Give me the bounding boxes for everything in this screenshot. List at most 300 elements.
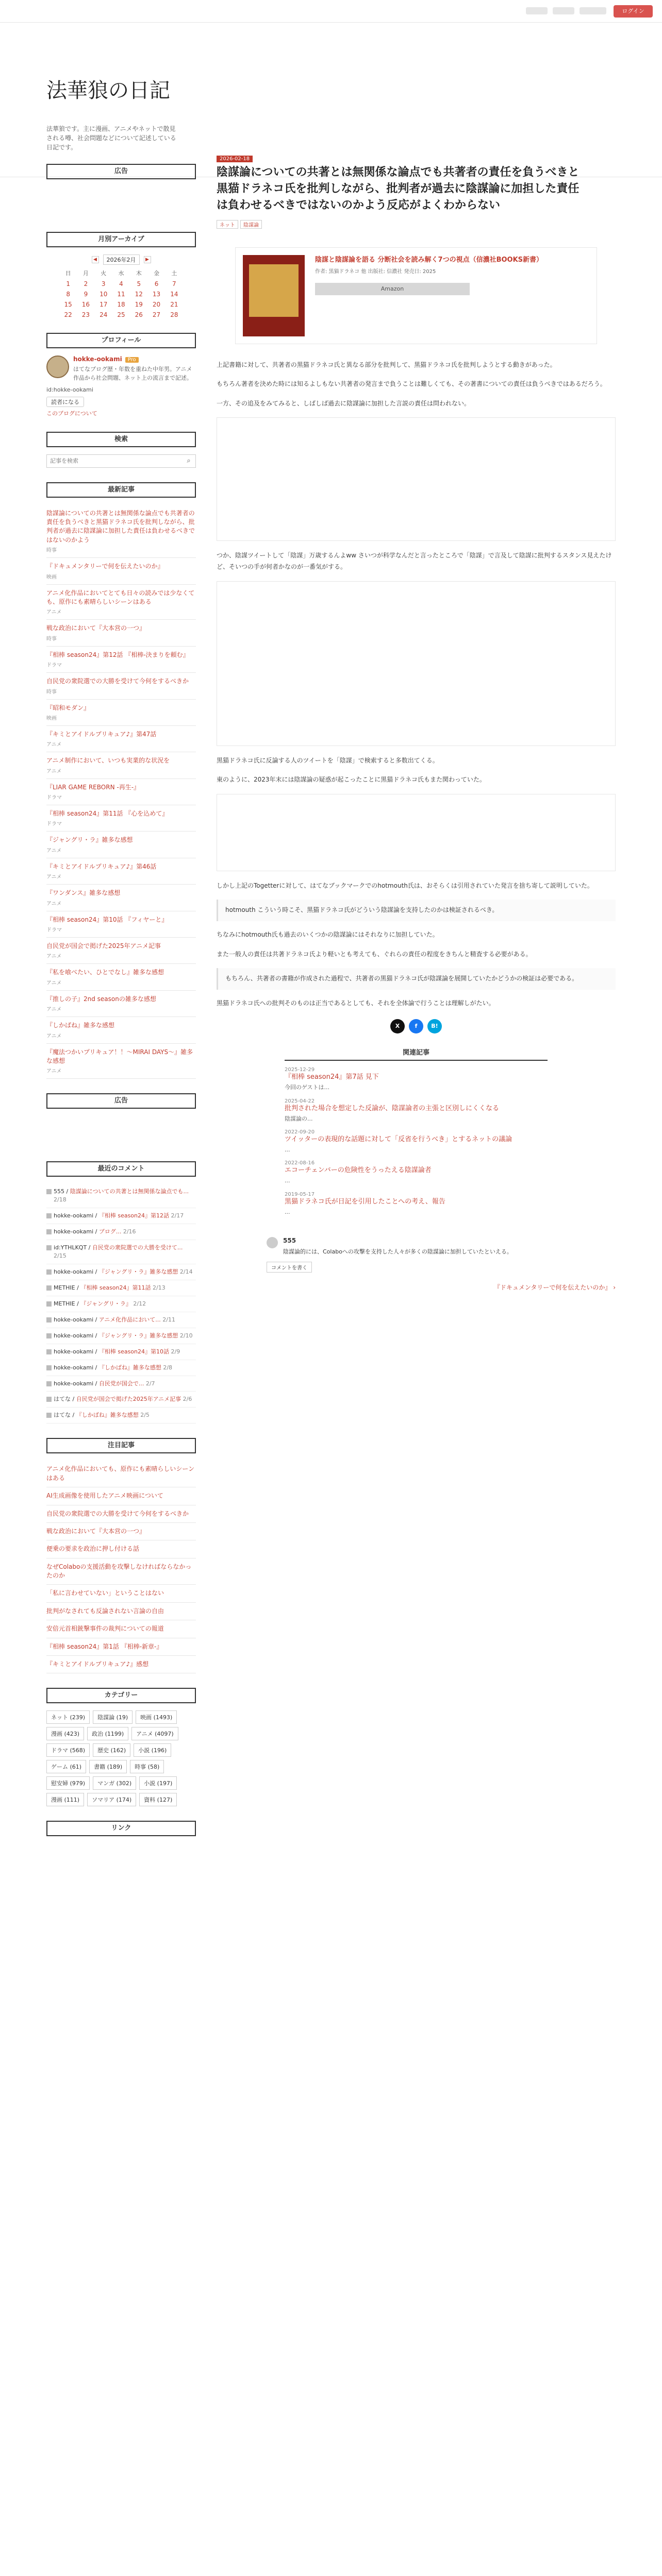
recent-entry-link[interactable]: アニメ制作において、いつも実業的な状況を [46,757,170,765]
calendar-day[interactable]: 21 [170,301,178,308]
list-item [46,700,196,726]
login-button[interactable]: ログイン [614,5,653,18]
calendar-day[interactable]: 16 [81,301,90,308]
calendar-day[interactable]: 8 [66,291,70,298]
list-item [46,1505,196,1523]
paragraph: また一般人の責任は共著ドラネコ氏より軽いとも考えても、ぐれらの責任の程度をきちんと精査する必要がある。 [217,950,532,958]
module-title: プロフィール [46,333,196,348]
comment-date: 2/6 [183,1396,192,1403]
comment-item [46,1312,196,1328]
comment-user[interactable]: hokke-ookami [54,1212,94,1219]
header-nav-placeholder[interactable] [526,7,548,14]
recent-entry-link[interactable]: 陰謀論についての共著とは無関係な論点でも共著者の責任を負うべきと黒猫ドラネコ氏を批判しながら、批判者が過去に陰謀論に加担した責任は負わせるべきではないのかよう [46,509,195,544]
category-tag[interactable]: ゲーム (61) [46,1760,86,1773]
recent-entry-link[interactable]: 自民党の衆院選での大勝を受けて今何をするべきか [46,677,189,685]
user-avatar-icon [46,1285,52,1291]
entry-category[interactable]: ネット [217,220,238,229]
recent-entry-link[interactable]: 『推しの子』2nd seasonの雑多な感想 [46,995,156,1003]
comment-item [46,1360,196,1376]
category-tag[interactable]: 時事 (58) [130,1760,164,1773]
recent-entry-category[interactable]: アニメ [46,980,62,986]
comment-date: 2/5 [140,1412,150,1419]
product-meta: 作者: 黒猫ドラネコ 他 出版社: 信濃社 発売日: 2025 [315,269,436,275]
header-nav-placeholder[interactable] [553,7,574,14]
comment-user[interactable]: はてな [54,1396,71,1403]
notice-entry-link[interactable]: なぜColaboの支援活動を攻撃しなければならなかったのか [46,1563,192,1580]
calendar-day[interactable]: 12 [135,291,143,298]
list-item [46,1487,196,1505]
paragraph: 東のように、2023年末には陰謀論の疑惑が起こったことに黒猫ドラネコ氏もまた関わっていた。 [217,776,486,784]
paragraph: 一方、その追及をみてみると、しばしば過去に陰謀論に加担した言説の責任は問われない。 [217,399,471,407]
category-tag[interactable]: 映画 (1493) [136,1710,177,1724]
recent-entry-category[interactable]: 時事 [46,548,57,554]
related-link[interactable]: ツイッターの表現的な話題に対して「反省を行うべき」とするネットの議論 [285,1136,512,1144]
pager [217,1283,616,1292]
book-cover-image[interactable] [243,255,305,336]
comment-entry-link[interactable]: 『相棒 season24』第12話 [98,1212,170,1219]
list-item [46,752,196,778]
comment-user[interactable]: hokke-ookami [54,1348,94,1355]
blog-title[interactable]: 法華狼の日記 [46,79,170,103]
module-title: 月別アーカイブ [46,232,196,247]
comment-text: 陰謀論的には、Colaboへの攻撃を支持した人々が多くの陰謀論に加担していたといえる。 [283,1248,512,1256]
comment-date: 2/16 [123,1228,136,1235]
main-content [217,155,616,1292]
category-tag[interactable]: 書籍 (189) [89,1760,127,1773]
module-title: カテゴリー [46,1688,196,1703]
comment-entry-link[interactable]: 『しかばね』雑多な感想 [98,1364,161,1371]
comment-body: hokke-ookami / 自民党が国会で... 2/7 [54,1380,155,1387]
calendar-day[interactable]: 1 [66,280,70,287]
category-tag[interactable]: 陰謀論 (19) [93,1710,133,1724]
entry-date[interactable]: 2026-02-18 [217,156,253,162]
comment-user[interactable]: METHIE [54,1300,75,1307]
category-tag[interactable]: ネット (239) [46,1710,90,1724]
recent-entry-link[interactable]: アニメ化作品においてとても日々の読みでは少なくても、原作にも素晴らしいシーンはある [46,589,195,605]
related-date: 2025-04-22 [285,1098,315,1104]
amazon-button[interactable]: Amazon [315,283,470,295]
recent-entry-link[interactable]: 『ジャングリ・ラ』雑多な感想 [46,836,133,844]
comment-user[interactable]: hokke-ookami [54,1364,94,1371]
paragraph: 黒猫ドラネコ氏への批判そのものは正当であるとしても、それを全体論で行うことは理解しがたい。 [217,999,495,1007]
notice-entry-link[interactable]: 『キミとアイドルプリキュア♪』感想 [46,1660,149,1668]
calendar-day[interactable]: 17 [100,301,108,308]
related-excerpt: ... [285,1208,290,1215]
comment-body: hokke-ookami / 『相棒 season24』第10話 2/9 [54,1348,180,1355]
recent-entry-category[interactable]: 時事 [46,636,57,642]
comment-user[interactable]: id:YTHLKQT [54,1244,87,1251]
list-item [46,1461,196,1487]
recent-entry-category[interactable]: アニメ [46,1033,62,1039]
calendar-dow: 月 [82,270,89,277]
calendar-day[interactable]: 25 [117,311,125,318]
list-item [46,558,196,584]
product-title[interactable]: 陰謀と陰謀論を語る 分断社会を読み解く7つの視点（信濃社BOOKS新書） [315,256,543,264]
comment-entry-link[interactable]: 自民党が国会で掲げた2025年アニメ記事 [76,1396,181,1403]
user-avatar-icon [46,1301,52,1307]
embedded-tweet[interactable] [217,581,616,746]
user-avatar-icon [46,1189,52,1194]
user-avatar-icon[interactable] [267,1237,278,1248]
comment-date: 2/11 [162,1316,175,1323]
calendar-day[interactable]: 13 [152,291,161,298]
entry-title[interactable]: 陰謀論についての共著とは無関係な論点でも共著者の責任を負うべきと黒猫ドラネコ氏を批判しながら、批判者が過去に陰謀論に加担した責任は負わせるべきではないのかよう反応がよくわからない [217,166,580,212]
notice-entry-link[interactable]: 自民党の衆院選での大勝を受けて今何をするべきか [46,1510,189,1517]
user-avatar-icon [46,1413,52,1418]
list-item [46,1603,196,1620]
comment-item [46,1240,196,1264]
comment-body: hokke-ookami / アニメ化作品において... 2/11 [54,1316,175,1323]
list-item [46,726,196,752]
notice-entry-link[interactable]: 便乗の要求を政治に押し付ける話 [46,1545,140,1553]
recent-entry-category[interactable]: ドラマ [46,821,62,827]
list-item [46,1558,196,1585]
comment-user[interactable]: hokke-ookami [54,1380,94,1387]
category-tag[interactable]: マンガ (302) [93,1776,136,1790]
comment-date: 2/10 [179,1332,193,1339]
comment-item [46,1296,196,1312]
calendar-prev-button[interactable]: ◀ [92,256,99,263]
category-tag[interactable]: 漫画 (111) [46,1793,84,1806]
related-date: 2019-05-17 [285,1191,315,1197]
comment-entry-link[interactable]: 『相棒 season24』第11話 [80,1284,151,1291]
recent-entry-link[interactable]: 『しかばね』雑多な感想 [46,1022,115,1029]
comment-user[interactable]: hokke-ookami [54,1228,94,1235]
comment-entry-link[interactable]: ブログ... [98,1228,122,1235]
comment-author[interactable]: 555 [283,1237,296,1245]
calendar-day[interactable]: 28 [170,311,178,318]
comment-user[interactable]: 555 [54,1188,64,1195]
calendar-dow: 水 [118,270,124,277]
sidebar-recent-module [46,482,196,1079]
list-item [46,1017,196,1043]
about-link[interactable]: このブログについて [46,410,97,417]
notice-entry-link[interactable]: 「私に言わせていない」ということはない [46,1589,164,1597]
recent-entry-category[interactable]: アニメ [46,1069,62,1075]
category-tag[interactable]: 漫画 (423) [46,1727,84,1740]
user-avatar-icon [46,1349,52,1354]
user-avatar-icon [46,1229,52,1234]
comment-user[interactable]: hokke-ookami [54,1316,94,1323]
list-item [46,673,196,699]
related-date: 2022-09-20 [285,1129,315,1136]
comment-user[interactable]: はてな [54,1412,71,1419]
sidebar-search-module [46,432,196,468]
global-header [0,0,662,23]
related-list [217,1067,616,1216]
calendar-day[interactable]: 27 [152,311,161,318]
list-item [46,805,196,832]
embedded-card[interactable] [217,794,616,871]
sidebar-profile-module [46,333,196,417]
notice-entry-link[interactable]: 安倍元首相銃撃事件の裁判についての報道 [46,1625,164,1633]
header-nav-placeholder[interactable] [580,7,606,14]
category-tag[interactable]: 政治 (1199) [87,1727,128,1740]
calendar-day[interactable]: 14 [170,291,178,298]
calendar-day[interactable]: 22 [64,311,72,318]
list-item [46,991,196,1017]
related-item [285,1192,548,1216]
sidebar-comments-module [46,1161,196,1423]
paragraph: 上記書籍に対して、共著者の黒猫ドラネコ氏と異なる部分を批判して、黒猫ドラネコ氏を批判しようとする動きがあった。 [217,361,556,368]
sidebar-ad-module [46,164,196,217]
calendar-day[interactable]: 6 [154,280,159,287]
recent-entry-category[interactable]: アニメ [46,954,62,960]
recent-entry-link[interactable]: 戦な政治において『大本営の一つ』 [46,624,146,632]
list-item [46,885,196,911]
recent-entry-link[interactable]: 『相棒 season24』第10話 『フィヤーと』 [46,916,168,923]
blog-header [0,23,662,177]
search-icon[interactable]: ⌕ [187,456,191,465]
profile-name[interactable]: hokke-ookami [73,355,122,363]
recent-entry-link[interactable]: 『相棒 season24』第11話 『心を込めて』 [46,810,169,818]
next-entry-link[interactable]: 『ドキュメンタリーで何を伝えたいのか』 › [493,1283,616,1291]
category-tag[interactable]: ドラマ (568) [46,1743,90,1757]
ad-slot[interactable] [46,187,196,217]
comment-body: hokke-ookami / 『しかばね』雑多な感想 2/8 [54,1364,173,1371]
category-tag[interactable]: 慰安婦 (979) [46,1776,90,1790]
category-tag[interactable]: 歴史 (162) [93,1743,130,1757]
notice-entry-link[interactable]: アニメ化作品においても、原作にも素晴らしいシーンはある [46,1465,195,1482]
entry-category[interactable]: 陰謀論 [240,220,262,229]
search-form [46,454,196,468]
comment-date: 2/15 [54,1252,67,1260]
comment-entry-link[interactable]: 陰謀論についての共著とは無関係な論点でも... [70,1188,189,1195]
calendar-dow: 木 [136,270,142,277]
paragraph: つか、陰謀ツイートして「陰謀」万歳するんよww さいつが科学なんだと言ったところで「陰謀」で言及して陰謀に批判するスタンス見えたけど、そいつの手が何者かなのが一番気がする。 [217,552,612,571]
comment-body: はてな / 『しかばね』雑多な感想 2/5 [54,1412,150,1419]
calendar-day[interactable]: 3 [101,280,106,287]
related-link[interactable]: 批判された場合を想定した反論が、陰謀論者の主張と区別しにくくなる [285,1104,500,1112]
list-item [46,1540,196,1558]
sidebar-ad2-module [46,1093,196,1147]
recent-entry-link[interactable]: 『キミとアイドルプリキュア♪』第47話 [46,730,157,738]
comment-date: 2/8 [163,1364,173,1371]
recent-entry-category[interactable]: アニメ [46,742,62,748]
notice-entry-link[interactable]: AI生成画像を使用したアニメ映画について [46,1492,163,1500]
comment-item [46,1376,196,1392]
list-item [46,911,196,938]
recent-entry-link[interactable]: 『私を喰べたい、ひとでなし』雑多な感想 [46,969,164,976]
list-item [46,858,196,885]
related-item [285,1129,548,1154]
calendar-day[interactable]: 23 [81,311,90,318]
recent-entry-link[interactable]: 『キミとアイドルプリキュア♪』第46話 [46,862,157,870]
recent-entry-link[interactable]: 『LIAR GAME REBORN -再生-』 [46,783,140,791]
embedded-tweet[interactable] [217,417,616,541]
calendar-day[interactable]: 15 [64,301,72,308]
calendar-dow: 日 [65,270,71,277]
recent-entry-category[interactable]: アニメ [46,609,62,616]
related-date: 2025-12-29 [285,1067,315,1073]
list-item [46,938,196,964]
calendar-day[interactable]: 19 [135,301,143,308]
comment-date: 2/13 [153,1284,166,1291]
calendar-day[interactable]: 24 [100,311,108,318]
category-tag[interactable]: 小説 (196) [134,1743,171,1757]
comment-user[interactable]: METHIE [54,1284,75,1291]
calendar-next-button[interactable]: ▶ [144,256,151,263]
related-excerpt: ... [285,1177,290,1184]
search-input[interactable] [47,455,182,467]
calendar-day[interactable]: 10 [100,291,108,298]
recent-entry-category[interactable]: 時事 [46,689,57,695]
calendar-day[interactable]: 2 [84,280,88,287]
calendar-day[interactable]: 7 [172,280,176,287]
module-title: 注目記事 [46,1438,196,1453]
calendar-month-select[interactable]: 2026年2月 [103,255,140,265]
comment-entry-link[interactable]: 『ジャングリ・ラ』雑多な感想 [98,1268,178,1275]
related-link[interactable]: 『相棒 season24』第7話 見下 [285,1073,379,1081]
entry-body [217,360,616,1009]
calendar-day[interactable]: 5 [137,280,141,287]
share-facebook-icon[interactable]: f [409,1019,423,1033]
comment-body: 555 / 陰謀論についての共著とは無関係な論点でも... 2/18 [54,1188,189,1204]
paragraph: 黒猫ドラネコ氏に反論する人のツイートを「陰謀」で検索すると多数出てくる。 [217,756,439,764]
share-x-icon[interactable]: X [390,1019,405,1033]
blog-description: 法華狼です。主に漫画、アニメやネットで散見される噂、社会問題などについて記述している日記です。 [46,125,176,151]
comment-item [46,1408,196,1423]
module-title: 検索 [46,432,196,447]
recent-entry-category[interactable]: アニメ [46,1007,62,1013]
comment-entry-link[interactable]: 『相棒 season24』第10話 [98,1348,170,1355]
sidebar-archive-module [46,232,196,318]
comment-entry-link[interactable]: 自民党の衆院選での大勝を受けて... [92,1244,183,1251]
avatar[interactable] [46,355,69,378]
calendar-day[interactable]: 4 [119,280,123,287]
recent-entry-category[interactable]: ドラマ [46,795,62,801]
calendar-day[interactable]: 11 [117,291,125,298]
comment-body: METHIE / 『ジャングリ・ラ』 2/12 [54,1300,146,1307]
comment-date: 2/18 [54,1196,67,1204]
list-item [46,1523,196,1540]
sidebar-categories-module [46,1688,196,1806]
comments-section [267,1237,566,1273]
module-title: 最近のコメント [46,1161,196,1177]
share-buttons [217,1019,616,1033]
list-item [46,1656,196,1673]
calendar-day[interactable]: 20 [152,301,161,308]
calendar-dow: 土 [171,270,177,277]
module-title: 広告 [46,1093,196,1109]
entry [217,155,616,1292]
comment-item [46,1208,196,1224]
comment-entry-link[interactable]: 自民党が国会で... [98,1380,144,1387]
user-avatar-icon [46,1397,52,1402]
notice-entry-link[interactable]: 『相棒 season24』第1話 『相棒-新章-』 [46,1642,163,1650]
share-hatena-icon[interactable]: B! [427,1019,442,1033]
recent-entry-link[interactable]: 『魔法つかいプリキュア！！～MIRAI DAYS～』雑多な感想 [46,1048,193,1064]
comment-body: METHIE / 『相棒 season24』第11話 2/13 [54,1284,166,1291]
related-item [285,1098,548,1123]
entry-categories [217,220,616,229]
category-tag[interactable]: ソマリア (174) [87,1793,136,1806]
related-link[interactable]: エコーチェンバーの危険性をうったえる陰謀論者 [285,1166,432,1175]
comment-user[interactable]: hokke-ookami [54,1332,94,1339]
list-item [46,505,196,558]
category-tag[interactable]: アニメ (4097) [131,1727,178,1740]
follow-button[interactable]: 読者になる [46,397,84,407]
recent-entry-category[interactable]: アニメ [46,874,62,880]
calendar-day[interactable]: 18 [117,301,125,308]
recent-entry-category[interactable]: 映画 [46,715,57,721]
comment-user[interactable]: hokke-ookami [54,1268,94,1275]
calendar-day[interactable]: 9 [84,291,88,298]
recent-entry-link[interactable]: 『ワンダンス』雑多な感想 [46,889,121,897]
comment-entry-link[interactable]: 『しかばね』雑多な感想 [76,1412,139,1419]
comment-entry-link[interactable]: 『ジャングリ・ラ』 [80,1300,131,1307]
calendar-dow: 火 [101,270,107,277]
comment-date: 2/12 [133,1300,146,1307]
category-tags [46,1710,196,1806]
list-item [46,1585,196,1602]
comment-date: 2/17 [171,1212,184,1219]
comment-body: hokke-ookami / 『相棒 season24』第12話 2/17 [54,1212,184,1219]
pro-badge: Pro [125,357,139,363]
paragraph: もちろん著者を決めた時には知るよしもない共著者の発言まで負うことは難しくても、その著書についての責任は負うべきではあるだろう。 [217,380,606,388]
ad-slot[interactable] [46,1116,196,1147]
recent-list [46,505,196,1079]
recent-entry-category[interactable]: アニメ [46,768,62,774]
comment-item [46,1344,196,1360]
list-item [46,1638,196,1656]
recent-entry-link[interactable]: 『相棒 season24』第12話 『相棒-決まりを頼む』 [46,651,189,658]
notice-list [46,1461,196,1673]
user-avatar-icon [46,1333,52,1338]
comment-item [46,1264,196,1280]
recent-entry-link[interactable]: 自民党が国会で掲げた2025年アニメ記事 [46,942,161,950]
recent-entry-category[interactable]: 映画 [46,574,57,580]
recent-entry-category[interactable]: アニメ [46,848,62,854]
profile-id: id:hokke-ookami [46,386,93,393]
comment-entry-link[interactable]: 『ジャングリ・ラ』雑多な感想 [98,1332,178,1339]
category-tag[interactable]: 資料 (127) [139,1793,177,1806]
recent-entry-link[interactable]: 『昭和モダン』 [46,704,90,711]
comment [267,1237,566,1257]
related-date: 2022-08-16 [285,1160,315,1166]
comment-entry-link[interactable]: アニメ化作品において... [98,1316,161,1323]
list-item [46,1620,196,1638]
paragraph: しかし上記のTogetterに対して、はてなブックマークでのhotmouth氏は、おそらくは引用されていた発言を捨ち寄して説明していた。 [217,882,593,889]
related-item [285,1067,548,1092]
calendar-dow: 金 [154,270,160,277]
category-tag[interactable]: 小説 (197) [139,1776,177,1790]
comment-date: 2/9 [171,1348,180,1355]
list-item [46,647,196,673]
comment-date: 2/14 [179,1268,193,1275]
content-container [0,155,662,2576]
write-comment-button[interactable]: コメントを書く [267,1262,312,1273]
comment-item [46,1184,196,1208]
recent-entry-category[interactable]: ドラマ [46,663,62,669]
sidebar [46,164,196,1851]
notice-entry-link[interactable]: 批判がなされても反論されない言論の自由 [46,1607,164,1615]
blockquote: hotmouth こういう時こそ、黒猫ドラネコ氏がどういう陰謀論を支持したのかは検証されるべき。 [217,900,616,921]
recent-entry-link[interactable]: 『ドキュメンタリーで何を伝えたいのか』 [46,563,164,570]
calendar-header [46,255,196,265]
comment-body: hokke-ookami / 『ジャングリ・ラ』雑多な感想 2/10 [54,1332,193,1339]
recent-entry-category[interactable]: ドラマ [46,927,62,934]
notice-entry-link[interactable]: 戦な政治において『大本営の一つ』 [46,1527,146,1535]
list-item [46,832,196,858]
user-avatar-icon [46,1317,52,1323]
recent-entry-category[interactable]: アニメ [46,901,62,907]
list-item [46,964,196,990]
list-item [46,620,196,646]
calendar-day[interactable]: 26 [135,311,143,318]
related-link[interactable]: 黒猫ドラネコ氏が日記を引用したことへの考え、報告 [285,1197,445,1206]
comment-date: 2/7 [145,1380,155,1387]
